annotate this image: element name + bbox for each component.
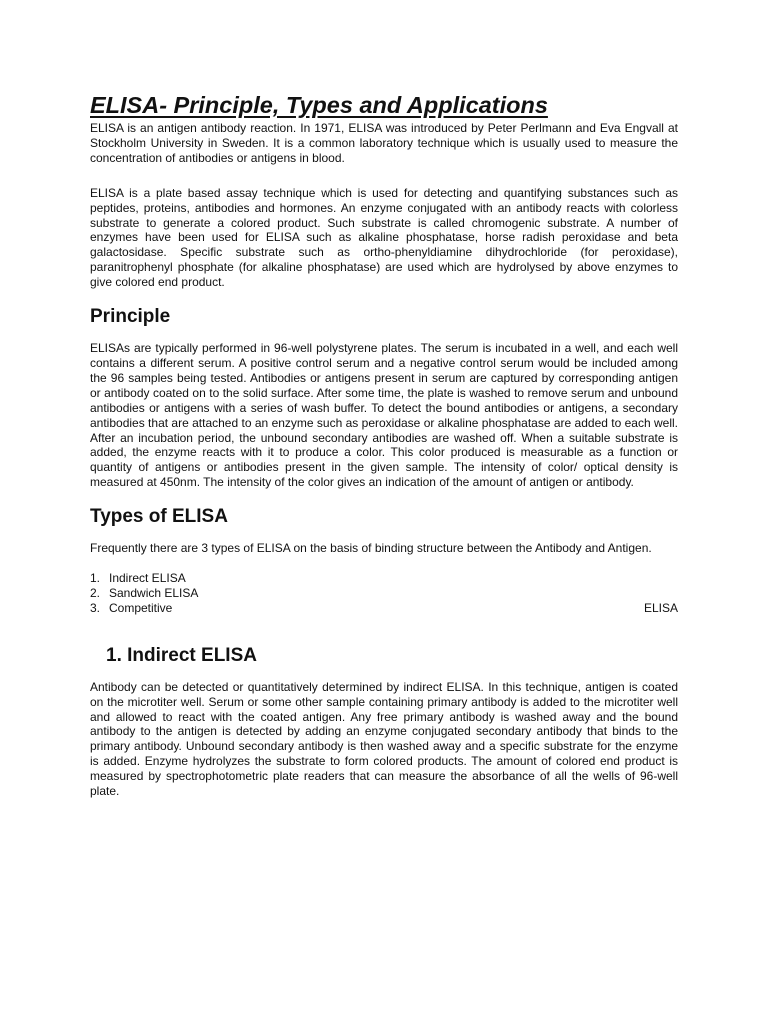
- types-paragraph: Frequently there are 3 types of ELISA on the basis of binding structure between the Antibody and Antigen.: [90, 541, 652, 556]
- indirect-elisa-heading: 1. Indirect ELISA: [106, 644, 257, 666]
- list-item-text: Indirect ELISA: [109, 571, 186, 586]
- list-item: [90, 601, 678, 616]
- list-item-number: 3.: [90, 600, 101, 615]
- principle-heading: Principle: [90, 306, 171, 328]
- spacer: [90, 166, 678, 186]
- spacer: [90, 616, 678, 644]
- spacer: [90, 668, 678, 680]
- list-item-text-right: ELISA: [643, 600, 678, 615]
- spacer: [90, 490, 678, 505]
- list-item-number: 2.: [90, 585, 101, 600]
- spacer: [90, 556, 678, 571]
- list-item: [90, 571, 678, 586]
- types-heading: Types of ELISA: [90, 506, 228, 528]
- list-item-text: [109, 601, 678, 616]
- spacer: [90, 290, 678, 305]
- spacer: [90, 329, 678, 341]
- spacer: [90, 529, 678, 541]
- intro-paragraph: ELISA is an antigen antibody reaction. In 1971, ELISA was introduced by Peter Perlmann and Eva Engvall at Stockholm University in Sweden. It is a common laboratory technique which is usually used to measure the concentration of antibodies or antigens in blood.: [90, 121, 678, 165]
- list-item-text: Sandwich ELISA: [109, 585, 199, 600]
- assay-paragraph: ELISA is a plate based assay technique which is used for detecting and quantifying substances such as peptides, proteins, antibodies and hormones. An enzyme conjugated with an antibody reacts with colorless substrate to generate a colored product. Such substrate is called chromogenic substrate. A number of enzymes have been used for ELISA such as alkaline phosphatase, horse radish peroxidase and beta galactosidase. Specific substrate such as ortho-phenyldiamine dihydrochloride (for peroxidase), paranitrophenyl phosphate (for alkaline phosphatase) are used which are hydrolysed by above enzymes to give colored end product.: [90, 185, 678, 290]
- list-item-number: 1.: [90, 571, 101, 586]
- principle-paragraph: ELISAs are typically performed in 96-well polystyrene plates. The serum is incubated in a well, and each well contains a different serum. A positive control serum and a negative control serum would be included among the 96 samples being tested. Antibodies or antigens present in serum are captured by corresponding antigen or antibody coated on to the solid surface. After some time, the plate is washed to remove serum and unbound antibodies or antigens with a series of wash buffer. To detect the bound antibodies or antigens, a secondary antibodies that are attached to an enzyme such as peroxidase or alkaline phosphatase are added to each well. After an incubation period, the unbound secondary antibodies are washed off. When a suitable substrate is added, the enzyme reacts with it to produce a color. This color produced is measurable as a function or quantity of antigens or antibodies present in the given sample. The intensity of color/ optical density is measured at 450nm. The intensity of the color gives an indication of the amount of antigen or antibody.: [90, 341, 678, 490]
- indirect-elisa-paragraph: Antibody can be detected or quantitatively determined by indirect ELISA. In this technique, antigen is coated on the microtiter well. Serum or some other sample containing primary antibody is added to the microtiter well and allowed to react with the coated antigen. Any free primary antibody is washed away and the bound antibody to the antigen is detected by adding an enzyme conjugated secondary antibody that binds to the primary antibody. Unbound secondary antibody is then washed away and a specific substrate for the enzyme is added. Enzyme hydrolyzes the substrate to form colored products. The amount of colored end product is measured by spectrophotometric plate readers that can measure the absorbance of all the wells of 96-well plate.: [90, 679, 678, 799]
- document-page: [90, 92, 678, 799]
- list-item-text-left: Competitive: [109, 600, 173, 615]
- list-item: [90, 586, 678, 601]
- types-list: [90, 571, 678, 616]
- document-title: ELISA- Principle, Types and Applications: [90, 92, 548, 118]
